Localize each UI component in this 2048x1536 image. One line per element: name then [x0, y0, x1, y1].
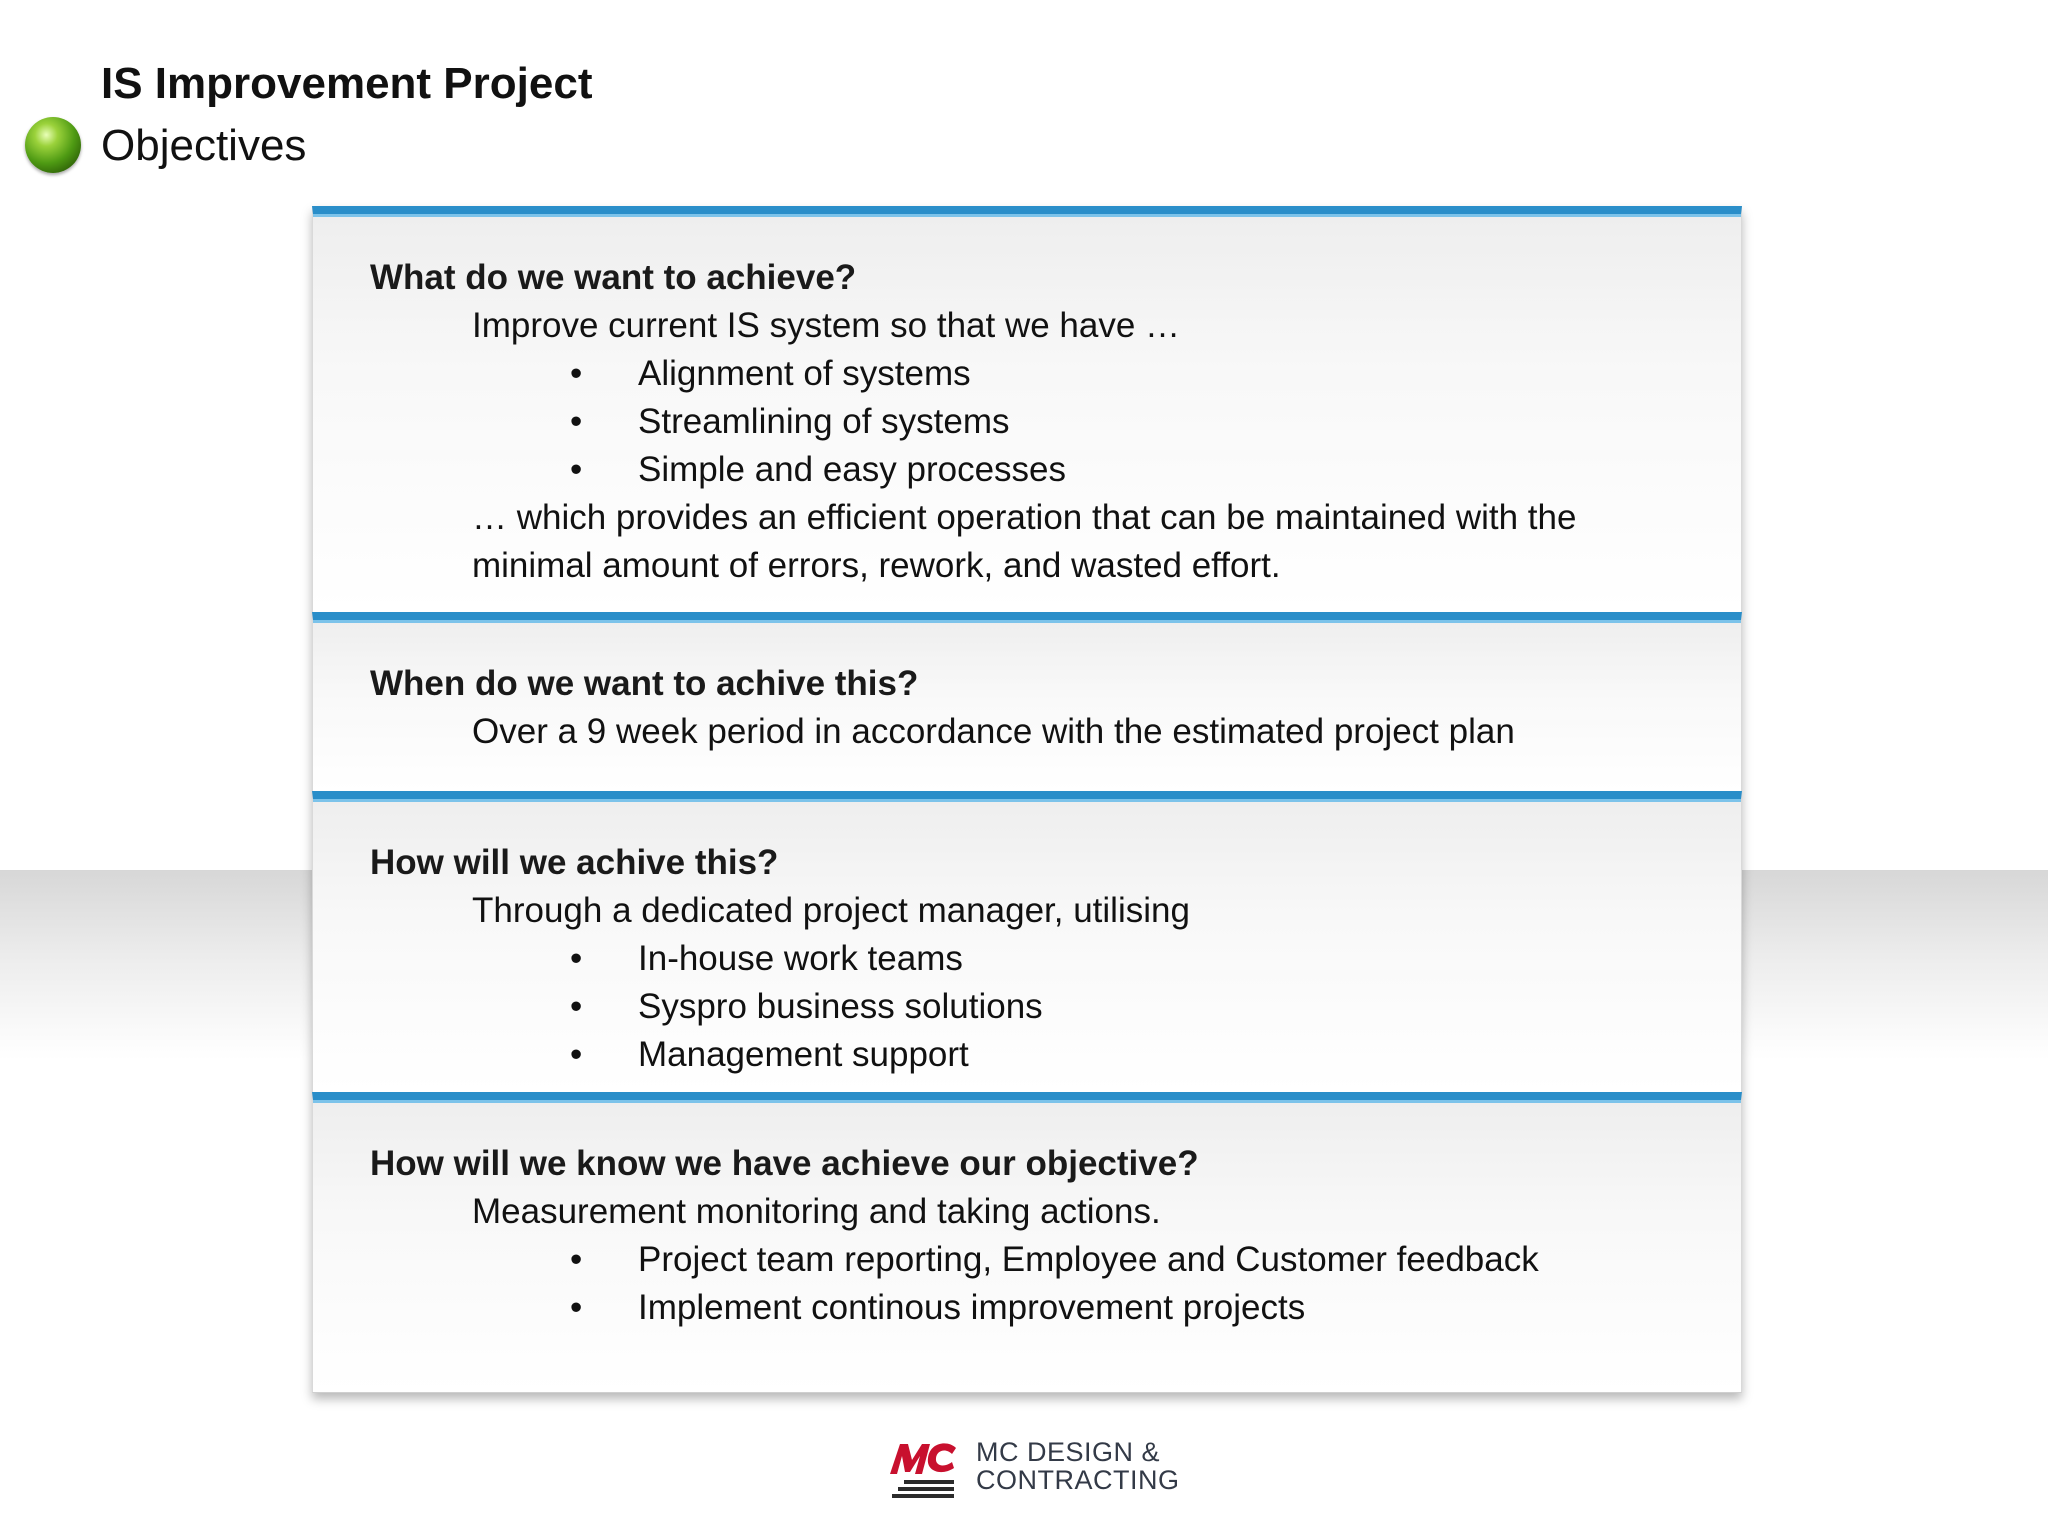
list-item: • In-house work teams — [370, 935, 1684, 983]
section-question: How will we achive this? — [370, 843, 779, 882]
section-intro: Through a dedicated project manager, utilising — [472, 891, 1190, 930]
bullet-list — [370, 350, 1684, 494]
bullet-icon: • — [570, 354, 583, 393]
section-question: How will we know we have achieve our objective? — [370, 1144, 1199, 1183]
company-logo — [884, 1428, 1180, 1500]
bullet-icon: • — [570, 939, 583, 978]
section-question: What do we want to achieve? — [370, 258, 857, 297]
section-question: When do we want to achive this? — [370, 664, 919, 703]
section-intro: Over a 9 week period in accordance with the estimated project plan — [472, 712, 1515, 751]
section-when — [312, 612, 1742, 791]
bullet-icon: • — [570, 987, 583, 1026]
list-item: • Syspro business solutions — [370, 983, 1684, 1031]
list-item: • Streamlining of systems — [370, 398, 1684, 446]
section-what — [312, 206, 1742, 612]
mc-logo-icon — [884, 1428, 964, 1500]
list-item: • Alignment of systems — [370, 350, 1684, 398]
bullet-icon: • — [570, 1035, 583, 1074]
logo-text — [976, 1438, 1180, 1494]
list-item: • Simple and easy processes — [370, 446, 1684, 494]
bullet-icon: • — [570, 450, 583, 489]
list-item: • Project team reporting, Employee and Customer feedback — [370, 1236, 1684, 1284]
logo-line-1: MC DESIGN & — [976, 1437, 1161, 1467]
green-orb-icon — [25, 117, 81, 173]
section-outro: … which provides an efficient operation that can be maintained with the — [472, 498, 1577, 537]
bullet-icon: • — [570, 1240, 583, 1279]
objectives-panels — [312, 206, 1742, 1393]
bullet-icon: • — [570, 1288, 583, 1327]
bullet-list — [370, 935, 1684, 1079]
slide-subtitle: Objectives — [101, 121, 307, 170]
section-measure — [312, 1092, 1742, 1393]
logo-line-2: CONTRACTING — [976, 1465, 1180, 1495]
section-intro: Improve current IS system so that we have … — [472, 306, 1181, 345]
section-intro: Measurement monitoring and taking actions. — [472, 1192, 1161, 1231]
bullet-icon: • — [570, 402, 583, 441]
section-outro: minimal amount of errors, rework, and wasted effort. — [472, 546, 1281, 585]
bullet-list — [370, 1236, 1684, 1332]
section-how — [312, 791, 1742, 1092]
list-item: • Implement continous improvement projects — [370, 1284, 1684, 1332]
slide-title: IS Improvement Project — [101, 59, 593, 108]
list-item: • Management support — [370, 1031, 1684, 1079]
